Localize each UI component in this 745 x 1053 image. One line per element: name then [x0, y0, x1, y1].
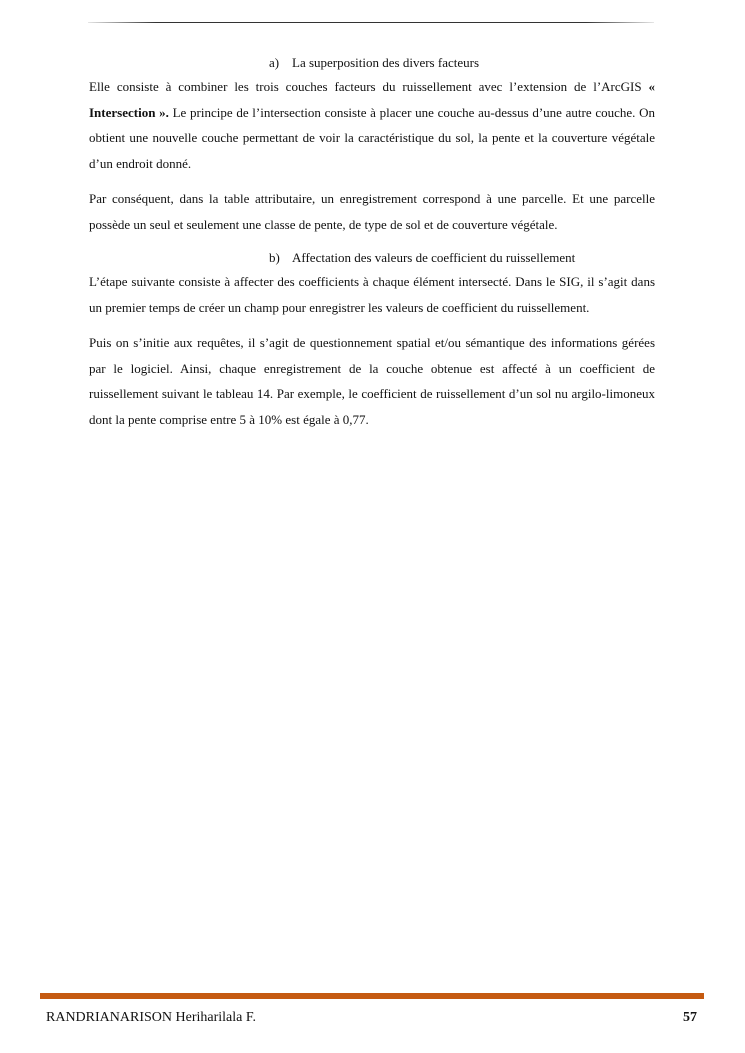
- page-content: [89, 52, 655, 442]
- section-a-p1-text-1: Elle consiste à combiner les trois couches facteurs du ruissellement avec l’extension de l’ArcGIS: [89, 79, 649, 94]
- footer-author: RANDRIANARISON Heriharilala F.: [46, 1010, 257, 1025]
- section-a-p1-text-2: Le principe de l’intersection consiste à placer une couche au-dessus d’une autre couche. On obtient une nouvelle couche permettant de voir la caractéristique du sol, la pente et la couverture végétale d’un endroit donné.: [89, 104, 655, 171]
- section-b-heading: [89, 247, 655, 269]
- section-a-marker: a): [269, 55, 280, 70]
- section-a-paragraph-1: [89, 74, 655, 176]
- section-b-paragraph-1: L’étape suivante consiste à affecter des coefficients à chaque élément intersecté. Dans le SIG, il s’agit dans un premier temps de créer un champ pour enregistrer les valeurs de coefficient du ruissellement.: [89, 274, 655, 315]
- section-a-p1-bold: « Intersection ».: [89, 79, 655, 120]
- section-a-title: La superposition des divers facteurs: [292, 55, 480, 70]
- header-rule: [88, 22, 654, 23]
- page-number: 57: [683, 1010, 697, 1025]
- footer-bar: [40, 993, 704, 999]
- section-b-marker: b): [269, 250, 280, 265]
- section-b-title: Affectation des valeurs de coefficient du ruissellement: [292, 250, 576, 265]
- section-b-paragraph-2: Puis on s’initie aux requêtes, il s’agit de questionnement spatial et/ou sémantique des informations gérées par le logiciel. Ainsi, chaque enregistrement de la couche obtenue est affecté à un coefficient de ruissellement suivant le tableau 14. Par exemple, le coefficient de ruissellement d’un sol nu argilo-limoneux dont la pente comprise entre 5 à 10% est égale à 0,77.: [89, 335, 655, 427]
- section-a-heading: [89, 52, 655, 74]
- section-a-paragraph-2: Par conséquent, dans la table attributaire, un enregistrement correspond à une parcelle. Et une parcelle possède un seul et seulement une classe de pente, de type de sol et de couverture végétale.: [89, 191, 655, 232]
